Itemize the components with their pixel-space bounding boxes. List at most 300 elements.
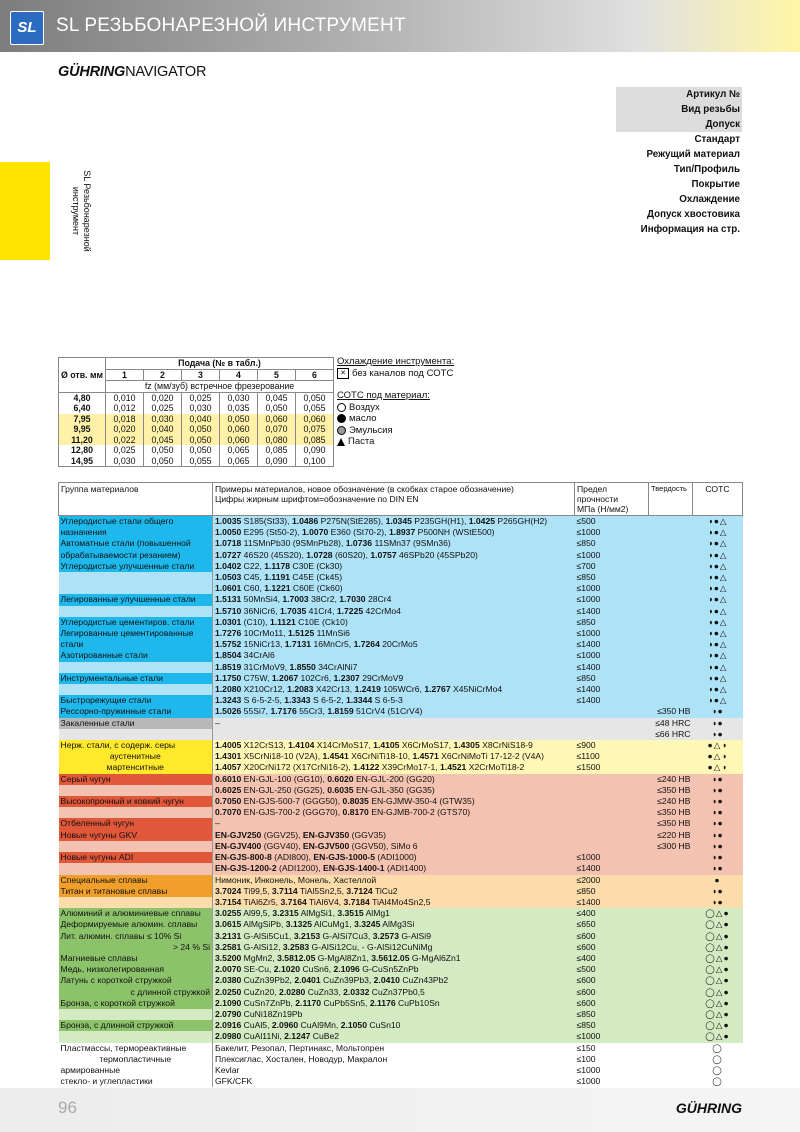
hardness: [649, 594, 693, 605]
coolant-symbols: ◑●△: [693, 617, 743, 628]
material-examples: EN-GJV250 (GGV25), EN-GJV350 (GGV35): [213, 830, 575, 841]
tensile-strength: ≤1400: [575, 863, 649, 874]
material-group: Алюминий и алюминиевые сплавы: [59, 908, 213, 919]
material-row: [59, 975, 743, 986]
tensile-strength: ≤850: [575, 1020, 649, 1031]
circle-filled-icon: [337, 414, 346, 423]
coolant-symbols: ◑●: [693, 807, 743, 818]
coolant-symbols: ◑●△: [693, 695, 743, 706]
tensile-strength: ≤500: [575, 516, 649, 528]
material-examples: 3.5200 MgMn2, 3.5812.05 G-MgAl8Zn1, 3.5612.05 G-MgAl6Zn1: [213, 953, 575, 964]
feed-col-4: 4: [220, 369, 258, 381]
material-examples: 2.1090 CuSn7ZnPb, 2.1170 CuPb5Sn5, 2.1176 CuPb10Sn: [213, 998, 575, 1009]
coolant-symbols: ◯△●: [693, 987, 743, 998]
feed-value: 0,055: [296, 403, 334, 414]
material-group: [59, 662, 213, 673]
material-group: мартенситные: [59, 762, 213, 773]
legend-item: Режущий материал: [646, 149, 740, 160]
material-row: [59, 908, 743, 919]
material-row: [59, 695, 743, 706]
material-group: Бронза, с длинной стружкой: [59, 1020, 213, 1031]
hardness: [649, 897, 693, 908]
material-row: [59, 561, 743, 572]
material-row: [59, 796, 743, 807]
tensile-strength: [575, 785, 649, 796]
side-tab-label: SL Резьбонарезной инструмент: [71, 170, 92, 252]
feed-value: 0,025: [106, 445, 144, 456]
coolant-symbols: ◑●△: [693, 516, 743, 528]
material-row: [59, 740, 743, 751]
material-row: [59, 818, 743, 829]
feed-value: 0,040: [144, 424, 182, 435]
tensile-strength: ≤850: [575, 617, 649, 628]
hardness: ≤350 HB: [649, 818, 693, 829]
feed-diameter: 7,95: [59, 414, 106, 425]
tensile-strength: ≤900: [575, 740, 649, 751]
coolant-symbols: ●△◑: [693, 751, 743, 762]
coolant-symbols: ◑●: [693, 718, 743, 729]
tensile-strength: [575, 830, 649, 841]
feed-diameter: 4,80: [59, 392, 106, 403]
feed-value: 0,018: [106, 414, 144, 425]
material-examples: 1.4057 X20CrNi172 (X17CrNi16-2), 1.4122 X39CrMo17-1, 1.4521 X2CrMoTi18-2: [213, 762, 575, 773]
hardness: ≤66 HRC: [649, 729, 693, 740]
tensile-strength: ≤150: [575, 1043, 649, 1054]
feed-value: 0,022: [106, 435, 144, 446]
feed-value: 0,020: [106, 424, 144, 435]
feed-value: 0,065: [220, 456, 258, 467]
feed-value: 0,050: [296, 392, 334, 403]
materials-body: [59, 516, 743, 1088]
coolant-paste: [337, 436, 454, 448]
feed-group-header: Подача (№ в табл.): [106, 358, 334, 370]
hardness: [649, 1020, 693, 1031]
coolant-symbols: ◯: [693, 1054, 743, 1065]
feed-value: 0,075: [296, 424, 334, 435]
material-row: [59, 1054, 743, 1065]
material-group: Легированные улучшенные стали: [59, 594, 213, 605]
hardness: [649, 919, 693, 930]
material-examples: Бакелит, Резопал, Пертинакс, Мольтопрен: [213, 1043, 575, 1054]
coolant-symbols: ◯△●: [693, 998, 743, 1009]
coolant-symbols: ◑●△: [693, 583, 743, 594]
hardness: [649, 1076, 693, 1087]
feed-value: 0,050: [220, 414, 258, 425]
tensile-strength: ≤600: [575, 931, 649, 942]
material-row: [59, 628, 743, 639]
material-row: [59, 639, 743, 650]
feed-value: 0,050: [258, 403, 296, 414]
tensile-strength: ≤2000: [575, 875, 649, 886]
hardness: [649, 1009, 693, 1020]
material-row: [59, 729, 743, 740]
material-row: [59, 1031, 743, 1042]
hardness: [649, 975, 693, 986]
coolant-symbols: ◑●: [693, 774, 743, 785]
coolant-symbols: ◑●: [693, 729, 743, 740]
material-row: [59, 751, 743, 762]
circle-grey-icon: [337, 426, 346, 435]
material-group: [59, 807, 213, 818]
hardness: [649, 650, 693, 661]
material-group: Высокопрочный и ковкий чугун: [59, 796, 213, 807]
coolant-emulsion: [337, 425, 454, 437]
hardness: ≤350 HB: [649, 785, 693, 796]
legend-item: Тип/Профиль: [673, 164, 740, 175]
material-group: [59, 729, 213, 740]
tensile-strength: ≤850: [575, 572, 649, 583]
material-row: [59, 964, 743, 975]
material-group: [59, 1031, 213, 1042]
fz-label: fz (мм/зуб) встречное фрезерование: [106, 381, 334, 393]
footer-logo: GÜHRING: [675, 1100, 742, 1116]
materials-table: [58, 482, 743, 1087]
feed-value: 0,010: [106, 392, 144, 403]
coolant-symbols: ◯: [693, 1065, 743, 1076]
hardness: [649, 684, 693, 695]
material-group: Лит. алюмин. сплавы ≤ 10% Si: [59, 931, 213, 942]
tensile-strength: ≤1000: [575, 650, 649, 661]
hardness: [649, 550, 693, 561]
material-row: [59, 886, 743, 897]
material-row: [59, 919, 743, 930]
tensile-strength: ≤1500: [575, 762, 649, 773]
material-group: Новые чугуны GKV: [59, 830, 213, 841]
hardness: [649, 1065, 693, 1076]
material-group: [59, 785, 213, 796]
feed-col-2: 2: [144, 369, 182, 381]
material-examples: 1.0301 (C10), 1.1121 C10E (Ck10): [213, 617, 575, 628]
hardness: [649, 662, 693, 673]
material-row: [59, 684, 743, 695]
feed-value: 0,035: [220, 403, 258, 414]
material-examples: EN-GJS-1200-2 (ADI1200), EN-GJS-1400-1 (ADI1400): [213, 863, 575, 874]
material-examples: 1.0035 S185(St33), 1.0486 P275N(StE285), 1.0345 P235GH(H1), 1.0425 P265GH(H2): [213, 516, 575, 528]
material-group: термопластичные: [59, 1054, 213, 1065]
material-examples: 1.0402 C22, 1.1178 C30E (Ck30): [213, 561, 575, 572]
tensile-strength: ≤1400: [575, 606, 649, 617]
tensile-strength: ≤850: [575, 1009, 649, 1020]
coolant-symbols: ◑●△: [693, 594, 743, 605]
material-row: [59, 931, 743, 942]
material-examples: [213, 729, 575, 740]
coolant-symbols: ◯△●: [693, 942, 743, 953]
hardness: ≤220 HB: [649, 830, 693, 841]
hardness: [649, 931, 693, 942]
feed-row: [59, 424, 334, 435]
hardness: [649, 762, 693, 773]
legend-item: Покрытие: [691, 179, 740, 190]
coolant-symbols: ◑●△: [693, 606, 743, 617]
material-row: [59, 550, 743, 561]
feed-value: 0,030: [144, 414, 182, 425]
material-group: Серый чугун: [59, 774, 213, 785]
feed-row: [59, 392, 334, 403]
tensile-strength: [575, 807, 649, 818]
tensile-strength: ≤850: [575, 538, 649, 549]
coolant-symbols: ◑●△: [693, 538, 743, 549]
feed-col-3: 3: [182, 369, 220, 381]
hardness: [649, 987, 693, 998]
feed-col-5: 5: [258, 369, 296, 381]
feed-value: 0,060: [220, 424, 258, 435]
material-examples: 1.8504 34CrAl6: [213, 650, 575, 661]
material-group: Деформируемые алюмин. сплавы: [59, 919, 213, 930]
hardness: [649, 1043, 693, 1054]
coolant-symbols: ◯△●: [693, 964, 743, 975]
hardness: [649, 695, 693, 706]
material-examples: –: [213, 818, 575, 829]
coolant-oil-label: масло: [349, 413, 377, 425]
hardness: [649, 538, 693, 549]
material-examples: EN-GJV400 (GGV40), EN-GJV500 (GGV50), SiMo 6: [213, 841, 575, 852]
tensile-strength: [575, 818, 649, 829]
coolant-symbols: ◑●: [693, 818, 743, 829]
material-group: Бронза, с короткой стружкой: [59, 998, 213, 1009]
coolant-air-label: Воздух: [349, 401, 380, 413]
hardness: ≤300 HB: [649, 841, 693, 852]
hardness: [649, 673, 693, 684]
material-row: [59, 998, 743, 1009]
coolant-symbols: ◑●△: [693, 684, 743, 695]
hardness: [649, 852, 693, 863]
feed-value: 0,060: [258, 414, 296, 425]
tensile-strength: ≤1000: [575, 594, 649, 605]
material-row: [59, 1009, 743, 1020]
hardness: [649, 953, 693, 964]
brand-name: GÜHRING: [58, 64, 126, 80]
material-examples: 3.2131 G-AlSi5Cu1, 3.2153 G-AlSi7Cu3, 3.2573 G-AlSi9: [213, 931, 575, 942]
hardness: [649, 751, 693, 762]
hardness: [649, 1054, 693, 1065]
coolant-symbols: ◑●: [693, 841, 743, 852]
material-row: [59, 863, 743, 874]
tensile-strength: ≤1000: [575, 628, 649, 639]
coolant-symbols: ◑●: [693, 796, 743, 807]
material-row: [59, 516, 743, 528]
material-examples: 1.0727 46S20 (45S20), 1.0728 (60S20), 1.0757 46SPb20 (45SPb20): [213, 550, 575, 561]
hardness: [649, 863, 693, 874]
header-group: Группа материалов: [59, 483, 213, 516]
feed-dia-header: Ø отв. мм: [59, 358, 106, 393]
feed-value: 0,070: [258, 424, 296, 435]
sl-logo: SL: [10, 11, 44, 45]
material-group: Специальные сплавы: [59, 875, 213, 886]
feed-value: 0,025: [182, 392, 220, 403]
tensile-strength: ≤1000: [575, 852, 649, 863]
hardness: [649, 908, 693, 919]
material-examples: 1.0718 11SMnPb30 (9SMnPb28), 1.0736 11SMn37 (9SMn36): [213, 538, 575, 549]
coolant-symbols: ◑●: [693, 706, 743, 717]
circle-empty-icon: [337, 403, 346, 412]
hardness: [649, 875, 693, 886]
tensile-strength: ≤1000: [575, 1065, 649, 1076]
coolant-symbols: ◑●: [693, 886, 743, 897]
feed-diameter: 11,20: [59, 435, 106, 446]
material-group: Медь, низколегированная: [59, 964, 213, 975]
tensile-strength: ≤1400: [575, 639, 649, 650]
feed-value: 0,012: [106, 403, 144, 414]
hardness: [649, 886, 693, 897]
material-row: [59, 897, 743, 908]
coolant-symbols: ◑●△: [693, 639, 743, 650]
hardness: ≤350 HB: [649, 706, 693, 717]
material-row: [59, 718, 743, 729]
material-row: [59, 953, 743, 964]
material-group: Закаленные стали: [59, 718, 213, 729]
coolant-symbols: ●△◑: [693, 762, 743, 773]
material-examples: 1.4301 X5CrNi18-10 (V2A), 1.4541 X6CrNiTi18-10, 1.4571 X6CrNiMoTi 17-12-2 (V4A): [213, 751, 575, 762]
material-row: [59, 1065, 743, 1076]
feed-value: 0,085: [258, 445, 296, 456]
page-title: SL РЕЗЬБОНАРЕЗНОЙ ИНСТРУМЕНТ: [56, 15, 406, 36]
page-number: 96: [58, 1098, 77, 1117]
material-row: [59, 1043, 743, 1054]
material-row: [59, 706, 743, 717]
coolant-symbols: ◯: [693, 1043, 743, 1054]
feed-diameter: 12,80: [59, 445, 106, 456]
coolant-symbols: ◑●△: [693, 572, 743, 583]
legend-list: [616, 87, 742, 237]
coolant-emulsion-label: Эмульсия: [349, 424, 393, 436]
material-examples: –: [213, 718, 575, 729]
material-row: [59, 527, 743, 538]
material-group: [59, 606, 213, 617]
material-examples: 2.0980 CuAl11Ni, 2.1247 CuBe2: [213, 1031, 575, 1042]
coolant-title: СОТС под материал:: [337, 390, 430, 402]
material-group: армированные: [59, 1065, 213, 1076]
tensile-strength: ≤1000: [575, 583, 649, 594]
feed-value: 0,040: [182, 414, 220, 425]
hardness: [649, 572, 693, 583]
tensile-strength: ≤600: [575, 975, 649, 986]
legend-item: Допуск: [616, 117, 742, 132]
feed-value: 0,060: [220, 435, 258, 446]
material-group: Углеродистые улучшенные стали: [59, 561, 213, 572]
material-group: Углеродистые цементиров. стали: [59, 617, 213, 628]
hardness: [649, 639, 693, 650]
material-group: [59, 841, 213, 852]
header-coolant: СОТС: [693, 483, 743, 516]
material-row: [59, 617, 743, 628]
material-examples: 1.5752 15NiCr13, 1.7131 16MnCr5, 1.7264 20CrMo5: [213, 639, 575, 650]
feed-value: 0,100: [296, 456, 334, 467]
header-examples-line2: Цифры жирным шрифтом=обозначение по DIN EN: [215, 494, 419, 504]
coolant-symbols: ◯△●: [693, 908, 743, 919]
material-group: Нерж. стали, с содерж. серы: [59, 740, 213, 751]
material-row: [59, 774, 743, 785]
material-group: назначения: [59, 527, 213, 538]
material-row: [59, 942, 743, 953]
material-examples: 0.7050 EN-GJS-500-7 (GGG50), 0.8035 EN-GJMW-350-4 (GTW35): [213, 796, 575, 807]
feed-table: [58, 357, 334, 467]
coolant-symbols: ◑●△: [693, 561, 743, 572]
page-header: [0, 0, 800, 52]
coolant-symbols: ◑●: [693, 863, 743, 874]
material-row: [59, 785, 743, 796]
material-group: обрабатываемости резанием): [59, 550, 213, 561]
feed-value: 0,050: [144, 456, 182, 467]
material-examples: 3.7154 TiAl6Zr5, 3.7164 TiAl6V4, 3.7184 TiAl4Mo4Sn2,5: [213, 897, 575, 908]
material-group: Пластмассы, термореактивные: [59, 1043, 213, 1054]
coolant-symbols: ◯△●: [693, 1031, 743, 1042]
material-row: [59, 662, 743, 673]
feed-value: 0,045: [258, 392, 296, 403]
tensile-strength: ≤400: [575, 908, 649, 919]
hardness: [649, 527, 693, 538]
material-examples: 2.0250 CuZn20, 2.0280 CuZn33, 2.0332 CuZn37Pb0,5: [213, 987, 575, 998]
material-row: [59, 673, 743, 684]
hardness: [649, 740, 693, 751]
material-group: [59, 572, 213, 583]
hardness: [649, 606, 693, 617]
coolant-symbols: ●: [693, 875, 743, 886]
material-row: [59, 650, 743, 661]
legend-item: Вид резьбы: [616, 102, 742, 117]
coolant-symbols: ◯△●: [693, 975, 743, 986]
feed-diameter: 6,40: [59, 403, 106, 414]
tensile-strength: ≤700: [575, 561, 649, 572]
material-group: [59, 684, 213, 695]
legend-item: Информация на стр.: [640, 224, 740, 235]
feed-row: [59, 456, 334, 467]
material-group: Азотированные стали: [59, 650, 213, 661]
hardness: [649, 628, 693, 639]
feed-value: 0,090: [258, 456, 296, 467]
material-examples: 3.7024 Ti99,5, 3.7114 TiAl5Sn2,5, 3.7124 TiCu2: [213, 886, 575, 897]
material-examples: 1.7276 10CrMo11, 1.5125 11MnSi6: [213, 628, 575, 639]
tool-cooling-title: Охлаждение инструмента:: [337, 356, 455, 367]
material-examples: 1.8519 31CrMoV9, 1.8550 34CrAlNi7: [213, 662, 575, 673]
tensile-strength: ≤850: [575, 673, 649, 684]
coolant-symbols: ◑●: [693, 830, 743, 841]
material-examples: 1.2080 X210Cr12, 1.2083 X42Cr13, 1.2419 105WCr6, 1.2767 X45NiCrMo4: [213, 684, 575, 695]
material-row: [59, 841, 743, 852]
coolant-air: [337, 402, 454, 414]
hardness: ≤240 HB: [649, 796, 693, 807]
material-group: Титан и титановые сплавы: [59, 886, 213, 897]
material-examples: 1.0503 C45, 1.1191 C45E (Ck45): [213, 572, 575, 583]
material-row: [59, 830, 743, 841]
tensile-strength: [575, 774, 649, 785]
material-row: [59, 572, 743, 583]
feed-value: 0,050: [182, 445, 220, 456]
tensile-strength: ≤1000: [575, 550, 649, 561]
header-examples-line1: Примеры материалов, новое обозначение (в скобках старое обозначение): [215, 484, 514, 494]
feed-value: 0,085: [296, 435, 334, 446]
coolant-paste-label: Паста: [348, 436, 375, 448]
hardness: [649, 1031, 693, 1042]
feed-value: 0,060: [296, 414, 334, 425]
feed-value: 0,050: [182, 424, 220, 435]
material-group: Латунь с короткой стружкой: [59, 975, 213, 986]
header-strength-line1: Предел прочности: [577, 484, 619, 504]
material-row: [59, 538, 743, 549]
no-channel-icon: ✕: [337, 368, 349, 379]
hardness: [649, 942, 693, 953]
side-tab[interactable]: [0, 162, 92, 260]
tensile-strength: ≤650: [575, 919, 649, 930]
material-group: Быстрорежущие стали: [59, 695, 213, 706]
coolant-symbols: ◯△●: [693, 919, 743, 930]
feed-diameter: 14,95: [59, 456, 106, 467]
tensile-strength: ≤600: [575, 942, 649, 953]
navigator-brand: [58, 64, 206, 80]
header-hardness: Твердость: [649, 483, 693, 516]
tensile-strength: ≤1000: [575, 1076, 649, 1087]
material-row: [59, 606, 743, 617]
feed-value: 0,020: [144, 392, 182, 403]
